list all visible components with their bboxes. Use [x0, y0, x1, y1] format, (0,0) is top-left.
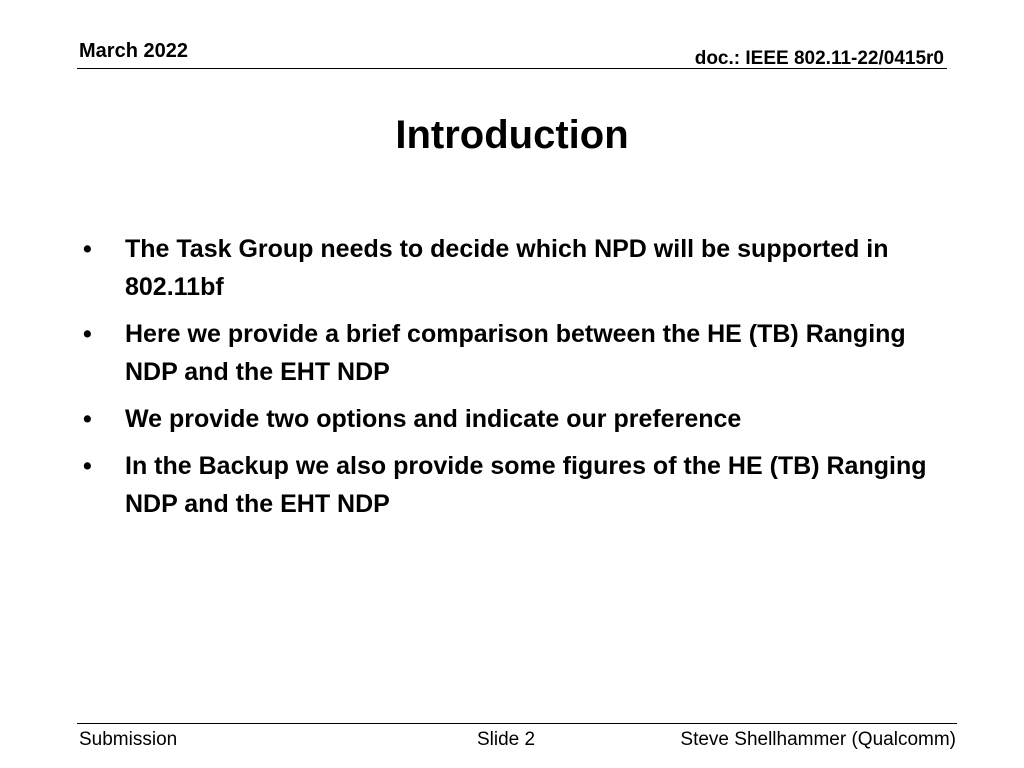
footer-submission: Submission — [79, 729, 178, 750]
bullet-text: We provide two options and indicate our preference — [125, 405, 742, 433]
header-doc-id: doc.: IEEE 802.11-22/0415r0 — [694, 48, 944, 69]
bullet-icon: • — [83, 405, 92, 433]
bullet-item — [80, 315, 930, 391]
header-date: March 2022 — [79, 40, 188, 62]
slide-title: Introduction — [395, 113, 629, 157]
bullet-item — [80, 230, 930, 306]
footer-divider — [77, 723, 957, 724]
bullet-list — [80, 230, 930, 532]
bullet-item — [80, 447, 930, 523]
footer-author: Steve Shellhammer (Qualcomm) — [680, 729, 956, 750]
header-divider — [77, 68, 947, 69]
bullet-text: Here we provide a brief comparison between the HE (TB) Ranging NDP and the EHT NDP — [125, 320, 906, 386]
bullet-icon: • — [83, 320, 92, 348]
bullet-icon: • — [83, 235, 92, 263]
bullet-item — [80, 400, 930, 438]
footer-slide-number: Slide 2 — [477, 729, 536, 750]
bullet-icon: • — [83, 452, 92, 480]
bullet-text: In the Backup we also provide some figures of the HE (TB) Ranging NDP and the EHT NDP — [125, 452, 927, 518]
bullet-text: The Task Group needs to decide which NPD will be supported in 802.11bf — [125, 235, 889, 301]
